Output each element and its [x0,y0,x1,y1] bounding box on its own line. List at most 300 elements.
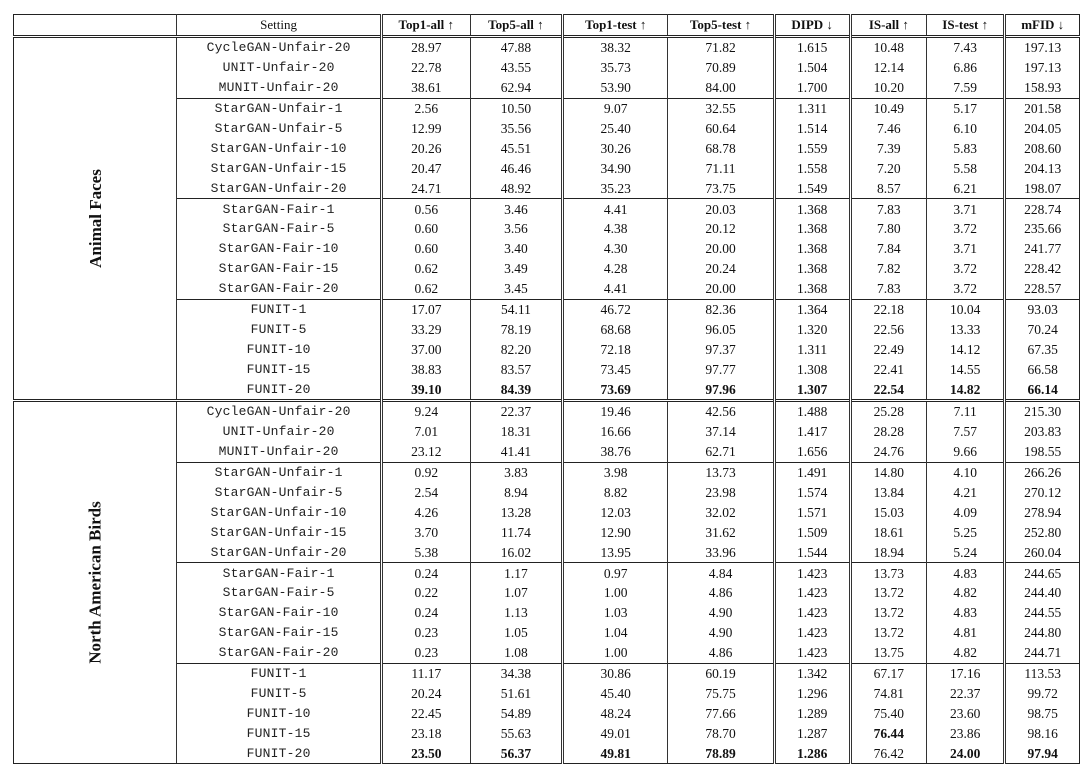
top1-test-cell: 35.73 [563,58,668,78]
results-table [13,14,1080,764]
dipd-cell: 1.368 [774,259,850,279]
is-all-cell: 13.72 [850,623,926,643]
top5-test-cell: 4.90 [668,603,774,623]
header-mfid: mFID ↓ [1005,15,1080,37]
is-all-cell: 22.56 [850,319,926,339]
top1-test-cell: 38.32 [563,37,668,58]
mfid-cell: 198.55 [1005,442,1080,462]
setting-cell: StarGAN-Unfair-20 [177,178,381,198]
is-all-cell: 7.20 [850,158,926,178]
is-test-cell: 4.81 [927,623,1005,643]
is-test-cell: 3.72 [927,279,1005,299]
top1-all-cell: 22.78 [381,58,470,78]
mfid-cell: 98.75 [1005,703,1080,723]
mfid-cell: 241.77 [1005,239,1080,259]
top1-test-cell [563,743,668,763]
top1-all-cell: 0.23 [381,643,470,663]
top1-test-cell: 4.41 [563,279,668,299]
top1-all-cell: 2.56 [381,98,470,118]
is-test-cell: 4.83 [927,603,1005,623]
top1-test-cell: 49.01 [563,723,668,743]
is-all-cell: 67.17 [850,663,926,683]
dipd-cell: 1.311 [774,98,850,118]
top5-test-cell: 82.36 [668,299,774,319]
mfid-cell: 244.80 [1005,623,1080,643]
is-all-cell: 25.28 [850,401,926,422]
is-all-cell: 22.49 [850,339,926,359]
top1-all-cell: 20.24 [381,684,470,704]
top1-test-cell: 1.00 [563,583,668,603]
is-test-cell: 6.10 [927,119,1005,139]
top5-all-cell: 16.02 [470,542,562,562]
top5-all-cell: 22.37 [470,401,562,422]
top1-test-cell: 46.72 [563,299,668,319]
results-table-container [13,14,1080,764]
mfid-cell: 244.65 [1005,563,1080,583]
top1-all-cell: 20.26 [381,138,470,158]
top5-all-cell: 10.50 [470,98,562,118]
top5-all-cell: 47.88 [470,37,562,58]
top1-test-cell: 53.90 [563,78,668,98]
best-value: 97.94 [1027,745,1058,761]
mfid-cell: 208.60 [1005,138,1080,158]
mfid-cell: 215.30 [1005,401,1080,422]
top1-all-cell: 20.47 [381,158,470,178]
is-test-cell: 14.12 [927,339,1005,359]
best-value: 49.81 [600,745,631,761]
setting-cell: FUNIT-15 [177,723,381,743]
group-label: Animal Faces [85,168,105,268]
is-test-cell: 4.82 [927,643,1005,663]
top5-test-cell: 97.37 [668,339,774,359]
setting-cell: StarGAN-Fair-10 [177,239,381,259]
is-test-cell: 5.83 [927,138,1005,158]
is-test-cell: 3.72 [927,219,1005,239]
is-all-cell: 28.28 [850,422,926,442]
setting-cell: FUNIT-1 [177,663,381,683]
top5-test-cell: 62.71 [668,442,774,462]
is-test-cell: 7.43 [927,37,1005,58]
top5-all-cell [470,743,562,763]
header-top5-all: Top5-all ↑ [470,15,562,37]
is-test-cell: 9.66 [927,442,1005,462]
top5-test-cell: 68.78 [668,138,774,158]
is-all-cell: 22.41 [850,359,926,379]
dipd-cell: 1.308 [774,359,850,379]
setting-cell: StarGAN-Fair-10 [177,603,381,623]
dipd-cell: 1.559 [774,138,850,158]
setting-cell: FUNIT-1 [177,299,381,319]
top5-all-cell: 51.61 [470,684,562,704]
dipd-cell: 1.368 [774,199,850,219]
dipd-cell: 1.423 [774,603,850,623]
top5-test-cell: 23.98 [668,483,774,503]
is-test-cell: 7.59 [927,78,1005,98]
top1-all-cell [381,743,470,763]
setting-cell: StarGAN-Fair-1 [177,199,381,219]
is-test-cell: 7.57 [927,422,1005,442]
top5-test-cell: 20.00 [668,279,774,299]
top1-test-cell: 30.86 [563,663,668,683]
top1-all-cell: 22.45 [381,703,470,723]
is-test-cell: 4.21 [927,483,1005,503]
dipd-cell: 1.656 [774,442,850,462]
mfid-cell: 235.66 [1005,219,1080,239]
mfid-cell: 66.58 [1005,359,1080,379]
dipd-cell: 1.311 [774,339,850,359]
top5-all-cell: 1.17 [470,563,562,583]
best-value: 76.44 [873,725,905,741]
top1-all-cell: 7.01 [381,422,470,442]
top1-all-cell: 0.60 [381,239,470,259]
is-test-cell: 10.04 [927,299,1005,319]
top5-all-cell [470,379,562,400]
top5-test-cell: 4.90 [668,623,774,643]
top5-test-cell: 20.03 [668,199,774,219]
top1-test-cell [563,379,668,400]
top1-all-cell: 0.62 [381,279,470,299]
top5-test-cell: 73.75 [668,178,774,198]
dipd-cell: 1.287 [774,723,850,743]
mfid-cell: 93.03 [1005,299,1080,319]
setting-cell: MUNIT-Unfair-20 [177,442,381,462]
top5-test-cell: 20.12 [668,219,774,239]
top1-test-cell: 35.23 [563,178,668,198]
mfid-cell: 228.74 [1005,199,1080,219]
top1-all-cell: 23.18 [381,723,470,743]
mfid-cell: 198.07 [1005,178,1080,198]
top5-test-cell: 78.70 [668,723,774,743]
dipd-cell: 1.289 [774,703,850,723]
is-all-cell: 75.40 [850,703,926,723]
top5-test-cell: 97.77 [668,359,774,379]
top5-test-cell: 4.84 [668,563,774,583]
top1-test-cell: 38.76 [563,442,668,462]
is-test-cell: 14.55 [927,359,1005,379]
is-all-cell: 7.84 [850,239,926,259]
dipd-cell: 1.514 [774,119,850,139]
top1-all-cell: 0.24 [381,563,470,583]
top1-test-cell: 12.03 [563,502,668,522]
is-test-cell: 5.25 [927,522,1005,542]
setting-cell: StarGAN-Unfair-15 [177,158,381,178]
dipd-cell: 1.615 [774,37,850,58]
top1-all-cell: 24.71 [381,178,470,198]
top5-test-cell: 32.02 [668,502,774,522]
top5-all-cell: 45.51 [470,138,562,158]
top5-test-cell: 96.05 [668,319,774,339]
is-all-cell: 8.57 [850,178,926,198]
is-test-cell: 4.09 [927,502,1005,522]
is-test-cell: 3.71 [927,199,1005,219]
top1-test-cell: 4.30 [563,239,668,259]
top5-test-cell: 20.24 [668,259,774,279]
top5-all-cell: 1.07 [470,583,562,603]
mfid-cell: 70.24 [1005,319,1080,339]
is-all-cell: 7.80 [850,219,926,239]
is-all-cell: 15.03 [850,502,926,522]
top1-all-cell: 23.12 [381,442,470,462]
mfid-cell: 98.16 [1005,723,1080,743]
top5-all-cell: 41.41 [470,442,562,462]
mfid-cell: 244.40 [1005,583,1080,603]
is-test-cell: 3.72 [927,259,1005,279]
mfid-cell: 197.13 [1005,37,1080,58]
setting-cell: StarGAN-Unfair-20 [177,542,381,562]
header-is-test: IS-test ↑ [927,15,1005,37]
top5-all-cell: 54.89 [470,703,562,723]
setting-cell: StarGAN-Fair-5 [177,219,381,239]
dipd-cell: 1.504 [774,58,850,78]
top1-test-cell: 1.00 [563,643,668,663]
setting-cell: MUNIT-Unfair-20 [177,78,381,98]
top1-all-cell: 2.54 [381,483,470,503]
is-test-cell: 22.37 [927,684,1005,704]
mfid-cell: 266.26 [1005,462,1080,482]
mfid-cell: 228.57 [1005,279,1080,299]
top1-all-cell: 0.60 [381,219,470,239]
top1-test-cell: 45.40 [563,684,668,704]
is-test-cell [927,743,1005,763]
top1-all-cell: 3.70 [381,522,470,542]
top5-all-cell: 1.05 [470,623,562,643]
setting-cell: StarGAN-Unfair-5 [177,119,381,139]
is-test-cell: 7.11 [927,401,1005,422]
top5-all-cell: 43.55 [470,58,562,78]
table-row [14,37,1080,58]
dipd-cell: 1.491 [774,462,850,482]
header-row [14,15,1080,37]
mfid-cell: 99.72 [1005,684,1080,704]
best-value: 66.14 [1027,381,1058,397]
is-test-cell: 23.60 [927,703,1005,723]
setting-cell: StarGAN-Fair-20 [177,279,381,299]
dipd-cell: 1.544 [774,542,850,562]
top5-test-cell: 4.86 [668,643,774,663]
setting-cell: StarGAN-Fair-15 [177,623,381,643]
setting-cell: FUNIT-5 [177,319,381,339]
top5-test-cell: 71.11 [668,158,774,178]
top1-test-cell: 73.45 [563,359,668,379]
top1-test-cell: 30.26 [563,138,668,158]
setting-cell: StarGAN-Unfair-10 [177,138,381,158]
top1-test-cell: 12.90 [563,522,668,542]
setting-cell: CycleGAN-Unfair-20 [177,37,381,58]
setting-cell: FUNIT-5 [177,684,381,704]
is-test-cell: 6.21 [927,178,1005,198]
dipd-cell: 1.364 [774,299,850,319]
top5-test-cell: 31.62 [668,522,774,542]
top1-test-cell: 8.82 [563,483,668,503]
mfid-cell: 113.53 [1005,663,1080,683]
top5-all-cell: 3.56 [470,219,562,239]
top5-all-cell: 55.63 [470,723,562,743]
dipd-cell: 1.296 [774,684,850,704]
is-test-cell: 23.86 [927,723,1005,743]
dipd-cell: 1.549 [774,178,850,198]
is-all-cell: 14.80 [850,462,926,482]
top1-all-cell: 38.61 [381,78,470,98]
top1-test-cell: 3.98 [563,462,668,482]
dipd-cell [774,743,850,763]
top5-test-cell: 75.75 [668,684,774,704]
mfid-cell: 270.12 [1005,483,1080,503]
top5-test-cell: 13.73 [668,462,774,482]
top1-all-cell: 5.38 [381,542,470,562]
top1-all-cell: 0.23 [381,623,470,643]
top1-all-cell: 0.22 [381,583,470,603]
table-header [14,15,1080,37]
is-test-cell: 5.17 [927,98,1005,118]
top1-test-cell: 34.90 [563,158,668,178]
header-dipd: DIPD ↓ [774,15,850,37]
is-all-cell: 13.75 [850,643,926,663]
is-all-cell: 13.73 [850,563,926,583]
top5-all-cell: 46.46 [470,158,562,178]
is-all-cell: 7.46 [850,119,926,139]
top1-test-cell: 72.18 [563,339,668,359]
is-all-cell: 7.83 [850,199,926,219]
is-test-cell: 5.58 [927,158,1005,178]
is-test-cell: 3.71 [927,239,1005,259]
mfid-cell [1005,379,1080,400]
mfid-cell: 67.35 [1005,339,1080,359]
top1-all-cell: 0.92 [381,462,470,482]
mfid-cell: 201.58 [1005,98,1080,118]
dipd-cell: 1.320 [774,319,850,339]
table-row [14,401,1080,422]
top1-all-cell: 4.26 [381,502,470,522]
setting-cell: FUNIT-15 [177,359,381,379]
top5-test-cell: 4.86 [668,583,774,603]
dipd-cell: 1.423 [774,563,850,583]
mfid-cell: 158.93 [1005,78,1080,98]
dipd-cell: 1.574 [774,483,850,503]
top1-all-cell [381,379,470,400]
is-all-cell: 13.72 [850,603,926,623]
top5-all-cell: 83.57 [470,359,562,379]
setting-cell: StarGAN-Fair-15 [177,259,381,279]
setting-cell: StarGAN-Fair-1 [177,563,381,583]
setting-cell: CycleGAN-Unfair-20 [177,401,381,422]
group-label-cell [14,401,177,764]
top1-all-cell: 38.83 [381,359,470,379]
top1-test-cell: 19.46 [563,401,668,422]
is-all-cell: 10.49 [850,98,926,118]
is-test-cell: 4.83 [927,563,1005,583]
dipd-cell: 1.423 [774,623,850,643]
mfid-cell: 204.05 [1005,119,1080,139]
top5-all-cell: 78.19 [470,319,562,339]
top5-all-cell: 54.11 [470,299,562,319]
is-all-cell: 7.83 [850,279,926,299]
mfid-cell: 278.94 [1005,502,1080,522]
setting-cell: StarGAN-Fair-20 [177,643,381,663]
top5-all-cell: 3.49 [470,259,562,279]
header-top1-test: Top1-test ↑ [563,15,668,37]
top1-test-cell: 4.41 [563,199,668,219]
mfid-cell: 197.13 [1005,58,1080,78]
dipd-cell: 1.423 [774,583,850,603]
top1-test-cell: 68.68 [563,319,668,339]
best-value: 22.54 [873,381,905,397]
top5-all-cell: 62.94 [470,78,562,98]
top5-all-cell: 48.92 [470,178,562,198]
is-all-cell: 74.81 [850,684,926,704]
top5-test-cell: 70.89 [668,58,774,78]
best-value: 78.89 [705,745,736,761]
top5-all-cell: 34.38 [470,663,562,683]
mfid-cell: 252.80 [1005,522,1080,542]
mfid-cell: 244.55 [1005,603,1080,623]
setting-cell: StarGAN-Unfair-5 [177,483,381,503]
top1-test-cell: 1.04 [563,623,668,643]
top1-all-cell: 37.00 [381,339,470,359]
is-all-cell: 7.82 [850,259,926,279]
top1-all-cell: 28.97 [381,37,470,58]
header-group [14,15,177,37]
is-all-cell [850,723,926,743]
is-all-cell: 13.72 [850,583,926,603]
header-is-all: IS-all ↑ [850,15,926,37]
best-value: 97.96 [705,381,736,397]
best-value: 39.10 [411,381,442,397]
dipd-cell: 1.700 [774,78,850,98]
top1-test-cell: 4.28 [563,259,668,279]
is-all-cell: 10.48 [850,37,926,58]
is-test-cell: 4.82 [927,583,1005,603]
top5-all-cell: 3.46 [470,199,562,219]
top1-test-cell: 13.95 [563,542,668,562]
is-all-cell: 18.94 [850,542,926,562]
setting-cell: FUNIT-10 [177,339,381,359]
best-value: 23.50 [411,745,442,761]
top1-all-cell: 12.99 [381,119,470,139]
dipd-cell: 1.368 [774,239,850,259]
setting-cell: StarGAN-Unfair-1 [177,462,381,482]
is-all-cell: 76.42 [850,743,926,763]
is-test-cell: 5.24 [927,542,1005,562]
best-value: 1.286 [796,745,828,761]
is-all-cell: 18.61 [850,522,926,542]
top5-all-cell: 3.45 [470,279,562,299]
best-value: 73.69 [600,381,631,397]
table-body [14,37,1080,764]
top1-all-cell: 17.07 [381,299,470,319]
is-all-cell [850,379,926,400]
best-value: 1.307 [796,381,828,397]
top1-test-cell: 48.24 [563,703,668,723]
is-all-cell: 7.39 [850,138,926,158]
top5-all-cell: 1.08 [470,643,562,663]
setting-cell: StarGAN-Unfair-10 [177,502,381,522]
setting-cell: StarGAN-Fair-5 [177,583,381,603]
top5-test-cell: 33.96 [668,542,774,562]
top5-test-cell [668,743,774,763]
group-label: North American Birds [85,500,105,664]
is-all-cell: 10.20 [850,78,926,98]
setting-cell: StarGAN-Unfair-15 [177,522,381,542]
top5-test-cell: 60.19 [668,663,774,683]
is-test-cell: 4.10 [927,462,1005,482]
best-value: 56.37 [500,745,532,761]
is-all-cell: 12.14 [850,58,926,78]
mfid-cell: 260.04 [1005,542,1080,562]
dipd-cell: 1.558 [774,158,850,178]
top5-all-cell: 13.28 [470,502,562,522]
header-setting: Setting [177,15,381,37]
top1-test-cell: 1.03 [563,603,668,623]
